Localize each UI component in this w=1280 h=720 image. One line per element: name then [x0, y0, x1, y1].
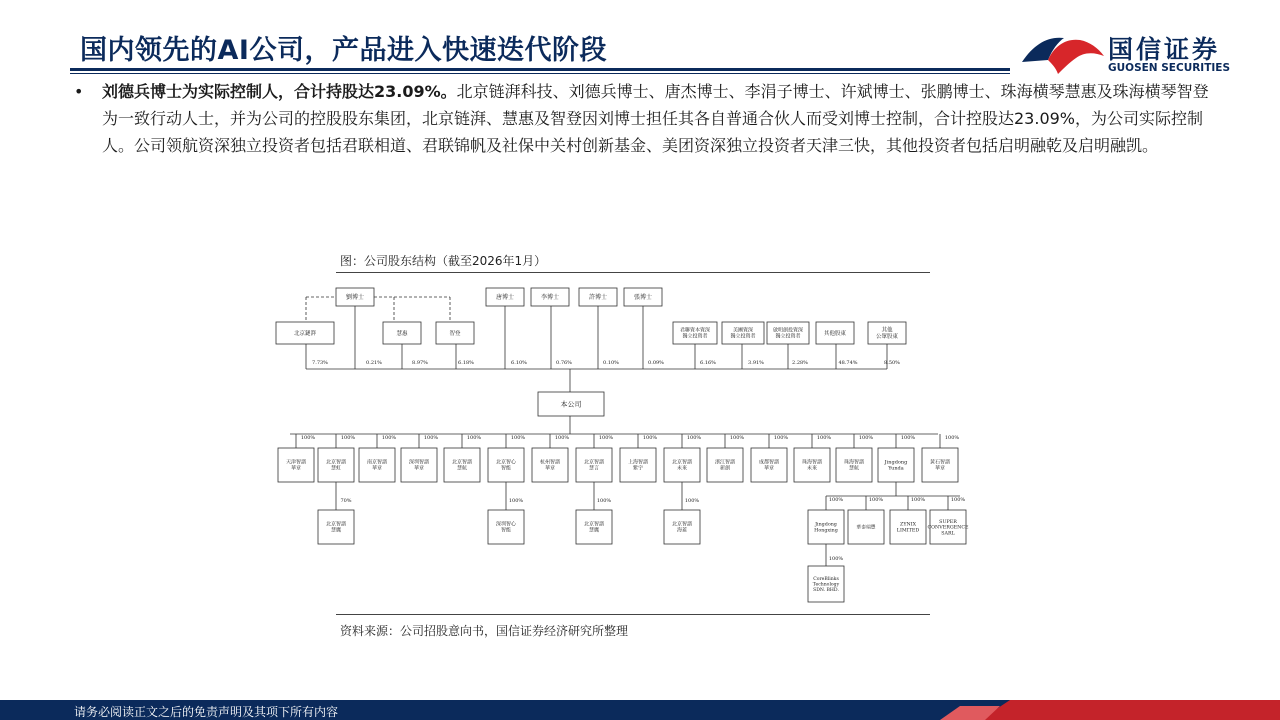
subsidiary-box-label: 北京智譜: [451, 459, 473, 466]
overseas-pct: 100%: [910, 497, 926, 503]
subsidiary-box-label: 慧言: [588, 465, 600, 472]
figure-title: 图：公司股东结构（截至2026年1月）: [340, 254, 547, 268]
subsidiary-box-label: 浙江智譜: [714, 459, 736, 466]
subsidiary-box-label: 慧虹: [330, 465, 342, 472]
subsidiary-pct: 100%: [729, 435, 745, 441]
overseas-pct: 100%: [828, 497, 844, 503]
subsidiary-box-label: 北京智譜: [325, 459, 347, 466]
subsidiary-pct: 100%: [944, 435, 960, 441]
overseas-box-label: SUPER: [939, 519, 957, 525]
subsidiary-pct: 100%: [900, 435, 916, 441]
shareholder-box-meituan-label: 獨立投資者: [730, 333, 756, 340]
subsidiary-box-label: 華章: [413, 465, 425, 472]
subsidiary-box-label: 珠海智譜: [843, 459, 865, 466]
subsidiary-box-label: 北京智譜: [671, 459, 693, 466]
subsidiary-box-label: 華章: [290, 465, 302, 472]
subsidiary-box-label: Yunda: [888, 465, 904, 472]
shareholder-box-public-label: 其他: [881, 327, 893, 334]
subsidiary-pct: 100%: [510, 435, 526, 441]
pct-label: 0.10%: [603, 360, 619, 366]
subsidiary-box-label: 上海智譜: [627, 459, 649, 466]
shareholder-box-junlian-label: 君聯資本資深: [679, 327, 711, 334]
bottom-entity-box-label: SDN. BHD.: [813, 588, 839, 594]
shareholder-box-junlian-label: 獨立投資者: [682, 333, 708, 340]
subsidiary-box-label: 北京智譜: [583, 459, 605, 466]
overseas-box-label: Hongxing: [814, 528, 838, 534]
subsidiary-box-label: 杭州智譜: [539, 459, 561, 466]
sub-pct: 100%: [596, 498, 612, 504]
subsidiary-pct: 100%: [423, 435, 439, 441]
subsidiary-box-label: Jingdong: [884, 459, 908, 466]
subsidiary-pct: 100%: [300, 435, 316, 441]
subsidiary-pct: 100%: [381, 435, 397, 441]
pct-label: 7.73%: [312, 360, 328, 366]
pct-label: 8.50%: [884, 360, 900, 366]
shareholder-box-qiming-label: 獨立投資者: [775, 333, 801, 340]
figure-bottom-rule: [336, 614, 930, 615]
subsidiary-pct: 100%: [686, 435, 702, 441]
bullet-body: 北京链湃科技、刘德兵博士、唐杰博士、李涓子博士、许斌博士、张鹏博士、珠海横琴慧惠及珠海横琴智登为一致行动人士，并为公司的控股股东集团，北京链湃、慧惠及智登因刘博士担任其各自普通合伙人而受刘博士控制，合计控股达23.09%，为公司实际控制人。公司领航资深独立投资者包括君联相道、君联锦帆及社保中关村创新基金、美团资深独立投资者天津三快，其他投资者包括启明融乾及启明融凯。: [102, 82, 1209, 155]
subsidiary-box-label: 紫宇: [632, 465, 644, 472]
shareholder-box-qiming-label: 啟明創投資深: [772, 327, 804, 334]
shareholding-structure-diagram: [270, 280, 990, 610]
subsidiary-box-label: 北京智心: [495, 459, 517, 466]
subsidiary-box-label: 成都智譜: [758, 459, 780, 466]
subsidiary-box-label: 珠海智譜: [801, 459, 823, 466]
figure-top-rule: [336, 272, 930, 273]
sub-pct: 100%: [684, 498, 700, 504]
bottom-entity-box-label: Technology: [812, 582, 840, 588]
pct-label: 6.16%: [700, 360, 716, 366]
subsidiary-pct: 100%: [598, 435, 614, 441]
level3-box-label: 慧鷹: [588, 527, 600, 534]
pct-label: 2.28%: [792, 360, 808, 366]
pct-label: 0.76%: [556, 360, 572, 366]
logo-chinese-name: 国信证券: [1108, 35, 1221, 64]
shareholder-box-others-label: 其他股東: [823, 330, 847, 337]
overseas-box-label: LIMITED: [896, 528, 920, 534]
person-box-4-label: 張博士: [633, 294, 653, 301]
subsidiary-box-label: 慧航: [848, 465, 860, 472]
pct-label: 8.97%: [412, 360, 428, 366]
footer-disclaimer: 请务必阅读正文之后的免责声明及其项下所有内容: [74, 705, 339, 719]
bottom-entity-box-label: CoreBlinks: [813, 576, 839, 582]
subsidiary-pct: 100%: [466, 435, 482, 441]
pct-label: 3.91%: [748, 360, 764, 366]
pct-label: 6.18%: [458, 360, 474, 366]
org-chart: [276, 288, 969, 602]
subsidiary-box-label: 深圳智譜: [408, 459, 430, 466]
subsidiary-box-label: 華章: [371, 465, 383, 472]
level3-box-label: 智能: [500, 527, 512, 534]
subsidiary-box-label: 黃石智譜: [929, 459, 951, 466]
subsidiary-pct: 100%: [816, 435, 832, 441]
shareholder-box-huihui-label: 慧惠: [396, 330, 408, 337]
overseas-box-label: 華泰瑞豐: [856, 525, 876, 531]
person-box-3-label: 許博士: [588, 294, 608, 301]
pct-label: 0.21%: [366, 360, 382, 366]
subsidiary-box-label: 未來: [676, 465, 688, 472]
overseas-pct: 100%: [950, 497, 966, 503]
overseas-box-label: ZYNIX: [899, 522, 917, 528]
level3-box-label: 深圳智心: [495, 521, 517, 528]
summary-bullet: [74, 78, 1224, 159]
level3-box-label: 北京智譜: [325, 521, 347, 528]
pct-label: 48.74%: [838, 360, 858, 366]
bottom-pct: 100%: [828, 556, 844, 562]
overseas-box-label: CONVERGENCE: [927, 525, 969, 531]
person-box-liu-label: 劉博士: [345, 294, 365, 301]
sub-pct: 70%: [340, 498, 352, 504]
subsidiary-pct: 100%: [773, 435, 789, 441]
subsidiary-pct: 100%: [642, 435, 658, 441]
subsidiary-box-label: 華章: [934, 465, 946, 472]
person-box-2-label: 李博士: [540, 294, 560, 301]
subsidiary-box-label: 智能: [500, 465, 512, 472]
shareholder-box-lianpai-label: 北京鏈湃: [293, 330, 317, 337]
subsidiary-box-label: 天津智譜: [285, 459, 307, 466]
subsidiary-box-label: 南京智譜: [366, 459, 388, 466]
figure-source: 资料来源：公司招股意向书，国信证券经济研究所整理: [340, 624, 629, 638]
overseas-box-label: Jingdong: [815, 522, 837, 528]
shareholder-box-meituan-label: 美團資深: [732, 327, 754, 334]
level3-box-label: 北京智譜: [583, 521, 605, 528]
person-box-1-label: 唐博士: [495, 294, 515, 301]
subsidiary-box-label: 未來: [806, 465, 818, 472]
subsidiary-pct: 100%: [858, 435, 874, 441]
bullet-highlight: 刘德兵博士为实际控制人，合计持股达23.09%。: [102, 82, 457, 101]
subsidiary-pct: 100%: [554, 435, 570, 441]
overseas-box-label: SARL: [941, 531, 955, 537]
subsidiary-box-label: 慧航: [456, 465, 468, 472]
title-divider: [70, 68, 1010, 71]
bullet-paragraph: [102, 78, 1224, 159]
level3-box-label: 慧鷹: [330, 527, 342, 534]
level3-box-label: 海蓋: [676, 527, 688, 534]
subsidiary-box-label: 華章: [544, 465, 556, 472]
overseas-pct: 100%: [868, 497, 884, 503]
sub-pct: 100%: [508, 498, 524, 504]
page-title: 国内领先的AI公司，产品进入快速迭代阶段: [80, 35, 607, 66]
shareholder-box-public-label: 公眾股東: [875, 334, 899, 341]
title-divider-thin: [70, 73, 1010, 74]
bullet-dot: •: [74, 82, 84, 101]
subsidiary-box-label: 新創: [719, 465, 731, 472]
logo-english-name: GUOSEN SECURITIES: [1108, 62, 1231, 74]
pct-label: 6.10%: [511, 360, 527, 366]
level3-box-label: 北京智譜: [671, 521, 693, 528]
subsidiary-box-label: 華章: [763, 465, 775, 472]
subsidiary-pct: 100%: [340, 435, 356, 441]
shareholder-box-zhideng-label: 智登: [449, 330, 461, 337]
guosen-logo-icon: [1018, 28, 1108, 76]
company-box-label: 本公司: [560, 400, 582, 409]
pct-label: 0.09%: [648, 360, 664, 366]
